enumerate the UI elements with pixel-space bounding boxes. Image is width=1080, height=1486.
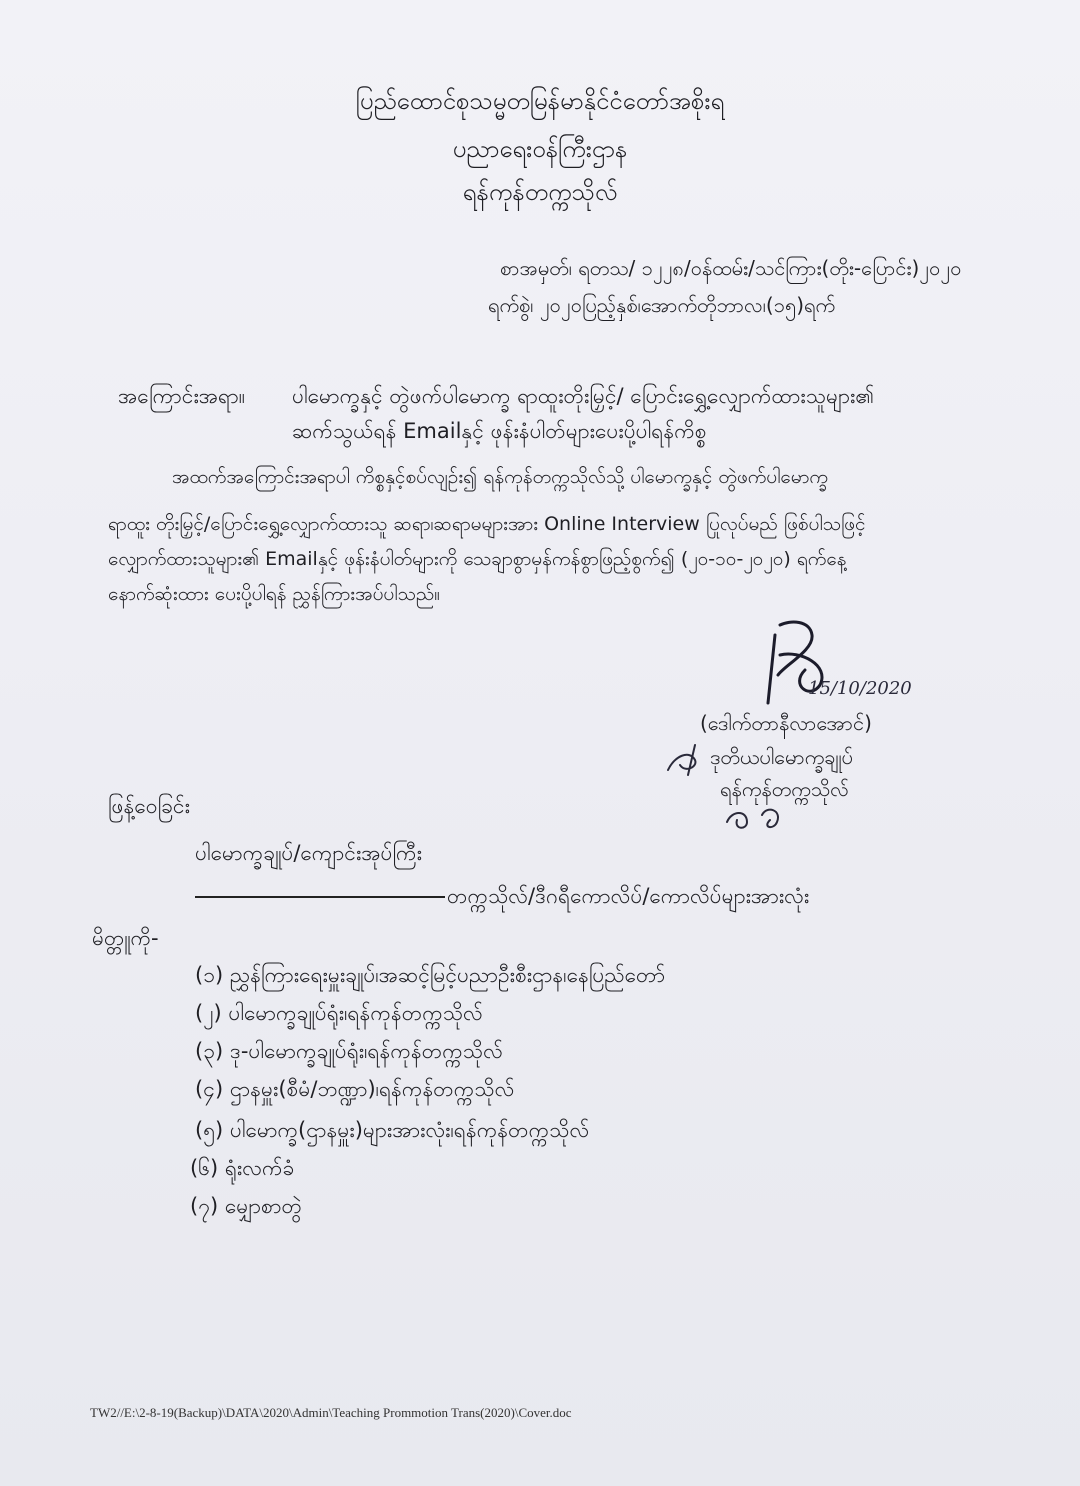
cc-item: (၁) ညွှန်ကြားရေးမှူးချုပ်၊အဆင့်မြင့်ပညာဦးစီးဌာန၊နေပြည်တော် [195, 963, 666, 987]
signatory-org: ရန်ကုန်တက္ကသိုလ် [720, 777, 849, 801]
header-ministry: ပညာရေးဝန်ကြီးဌာန [452, 135, 628, 163]
initials-mark [660, 735, 710, 780]
signatory-title: ဒုတိယပါမောက္ခချုပ် [710, 745, 853, 769]
header-university: ရန်ကုန်တက္ကသိုလ် [462, 178, 618, 206]
cc-item: (၆) ရုံးလက်ခံ [190, 1156, 295, 1180]
handwritten-date: 15/10/2020 [808, 678, 912, 699]
cc-item: (၂) ပါမောက္ခချုပ်ရုံး၊ရန်ကုန်တက္ကသိုလ် [195, 1001, 483, 1025]
signatory-name: (ဒေါက်တာနီလာအောင်) [700, 711, 872, 735]
subject-line-1: ပါမောက္ခနှင့် တွဲဖက်ပါမောက္ခ ရာထူးတိုးမြှင့်/ ပြောင်းရွှေ့လျှောက်ထားသူများ၏ [292, 384, 875, 408]
letter-number: စာအမှတ်၊ ရတသ/ ၁၂၂၈/ဝန်ထမ်း/သင်ကြား(တိုး-ပြောင်း)၂၀၂၀ [500, 256, 962, 280]
distribution-recipient-2-row [195, 883, 809, 914]
cc-item: (၄) ဌာနမှူး(စီမံ/ဘဏ္ဍာ)၊ရန်ကုန်တက္ကသိုလ် [195, 1077, 515, 1101]
subject-line-2: ဆက်သွယ်ရန် Emailနှင့် ဖုန်းနံပါတ်များပေးပို့ပါရန်ကိစ္စ [292, 419, 707, 443]
distribution-recipient-2: တက္ကသိုလ်/ဒီဂရီကောလိပ်/ကောလိပ်များအားလုံး [447, 884, 810, 908]
letter-date: ရက်စွဲ၊ ၂၀၂၀ပြည့်နှစ်၊အောက်တိုဘာလ၊(၁၅)ရက် [488, 293, 836, 317]
distribution-label: ဖြန့်ဝေခြင်း [108, 794, 190, 818]
cc-item: (၇) မျှောစာတွဲ [190, 1194, 302, 1218]
file-path-footer: TW2//E:\2-8-19(Backup)\DATA\2020\Admin\Teaching Prommotion Trans(2020)\Cover.doc [90, 1405, 572, 1420]
cc-label: မိတ္တူကို- [92, 926, 159, 950]
blank-line [195, 896, 445, 898]
cc-item: (၃) ဒု-ပါမောက္ခချုပ်ရုံး၊ရန်ကုန်တက္ကသိုလ် [195, 1039, 503, 1063]
office-initials-mark [722, 800, 797, 835]
cc-item: (၅) ပါမောက္ခ(ဌာနမှူး)များအားလုံး၊ရန်ကုန်တက္ကသိုလ် [195, 1118, 590, 1142]
body-line-1: အထက်အကြောင်းအရာပါ ကိစ္စနှင့်စပ်လျဉ်း၍ ရန်ကုန်တက္ကသိုလ်သို့ ပါမောက္ခနှင့် တွဲဖက်ပါမောက္ခ [172, 466, 828, 488]
body-line-2: ရာထူး တိုးမြှင့်/ပြောင်းရွှေ့လျှောက်ထားသူ ဆရာ၊ဆရာမများအား Online Interview ပြုလုပ်မည် ဖြစ်ပါသဖြင့် [108, 513, 866, 535]
distribution-recipient-1: ပါမောက္ခချုပ်/ကျောင်းအုပ်ကြီး [195, 841, 422, 865]
body-line-4: နောက်ဆုံးထား ပေးပို့ပါရန် ညွှန်ကြားအပ်ပါသည်။ [108, 583, 441, 605]
header-government: ပြည်ထောင်စုသမ္မတမြန်မာနိုင်ငံတော်အစိုးရ [355, 87, 725, 115]
body-line-3: လျှောက်ထားသူများ၏ Emailနှင့် ဖုန်းနံပါတ်များကို သေချာစွာမှန်ကန်စွာဖြည့်စွက်၍ (၂၀-၁၀-၂၀၂၀) ရက်နေ့ [108, 548, 847, 570]
subject-label: အကြောင်းအရာ။ [118, 384, 246, 408]
